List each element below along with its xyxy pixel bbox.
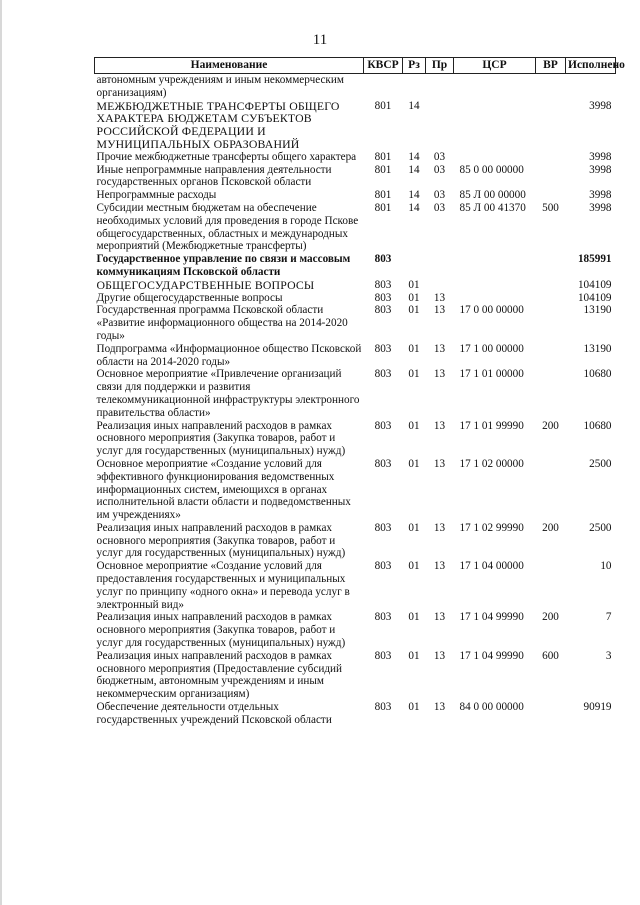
- header-kvsr: КВСР: [364, 58, 403, 74]
- row-pr: [426, 100, 454, 151]
- row-rz: 01: [408, 291, 420, 304]
- row-vr: [536, 164, 566, 190]
- table-row: [95, 611, 616, 649]
- row-rz: [403, 74, 426, 100]
- row-kvsr: 803: [374, 253, 392, 266]
- row-csr: 17 1 04 99990: [459, 611, 524, 624]
- row-vr: [536, 458, 566, 522]
- row-rz: 01: [408, 368, 420, 381]
- row-sum: 2500: [589, 457, 612, 470]
- table-row: [95, 100, 616, 151]
- table-row: [95, 292, 616, 305]
- row-name: Прочие межбюджетные трансферты общего характера: [96, 150, 357, 163]
- row-kvsr: 801: [374, 99, 392, 112]
- row-sum: [566, 74, 616, 100]
- row-sum: 10680: [583, 368, 612, 381]
- row-name: Другие общегосударственные вопросы: [96, 291, 283, 304]
- row-csr: 17 1 02 99990: [459, 521, 524, 534]
- row-csr: 85 0 00 00000: [459, 163, 524, 176]
- header-csr: ЦСР: [454, 58, 536, 74]
- row-csr: [454, 279, 536, 292]
- row-kvsr: 803: [374, 521, 392, 534]
- table-row: [95, 253, 616, 279]
- table-row: [95, 560, 616, 611]
- row-kvsr: 801: [374, 150, 392, 163]
- table-row: [95, 279, 616, 292]
- row-kvsr: 803: [374, 291, 392, 304]
- row-rz: 14: [408, 201, 420, 214]
- row-vr: [536, 151, 566, 164]
- row-csr: 17 1 02 00000: [459, 457, 524, 470]
- budget-table: [94, 57, 625, 727]
- row-sum: 3998: [589, 163, 612, 176]
- row-name: Основное мероприятие «Привлечение организаций связи для поддержки и развития телекоммуникационной инфраструктуры электронного правительства области»: [96, 368, 360, 419]
- row-pr: 13: [433, 611, 446, 624]
- row-vr: [536, 292, 566, 305]
- row-name: Государственное управление по связи и массовым коммуникациям Псковской области: [96, 253, 351, 278]
- row-kvsr: 803: [374, 611, 392, 624]
- row-rz: 14: [408, 163, 420, 176]
- row-rz: 01: [408, 611, 420, 624]
- row-vr: 600: [542, 649, 559, 662]
- row-vr: 200: [542, 521, 559, 534]
- table-row: [95, 189, 616, 202]
- row-vr: [536, 279, 566, 292]
- row-vr: [536, 253, 566, 279]
- row-vr: 200: [542, 419, 559, 432]
- row-vr: 500: [542, 201, 559, 214]
- row-pr: 03: [433, 201, 446, 214]
- row-sum: 3998: [589, 150, 612, 163]
- row-pr: [426, 74, 454, 100]
- row-pr: 03: [433, 163, 446, 176]
- row-name: Субсидии местным бюджетам на обеспечение необходимых условий для проведения в городе Пскове общегосударственных, областных и международных мероприятий (Межбюджетные трансферты): [96, 201, 359, 253]
- table-row: [95, 202, 616, 253]
- row-kvsr: [364, 74, 403, 100]
- row-kvsr: 803: [374, 304, 392, 317]
- row-csr: 84 0 00 00000: [459, 701, 524, 714]
- row-sum: 185991: [577, 253, 612, 266]
- row-kvsr: 803: [374, 278, 392, 291]
- row-kvsr: 803: [374, 701, 392, 714]
- row-kvsr: 803: [374, 457, 392, 470]
- table-row: [95, 343, 616, 369]
- row-vr: [536, 189, 566, 202]
- row-csr: 17 0 00 00000: [459, 304, 524, 317]
- row-csr: 17 1 01 00000: [459, 368, 524, 381]
- table-row: [95, 650, 616, 701]
- row-kvsr: 801: [374, 163, 392, 176]
- header-pr: Пр: [426, 58, 454, 74]
- row-pr: 13: [433, 419, 446, 432]
- row-kvsr: 803: [374, 368, 392, 381]
- row-csr: 85 Л 00 00000: [459, 189, 526, 202]
- row-pr: 13: [433, 368, 446, 381]
- row-name: Государственная программа Псковской области «Развитие информационного общества на 2014-2020 годы»: [96, 304, 348, 342]
- row-pr: 13: [433, 291, 446, 304]
- row-sum: 10: [600, 560, 612, 573]
- row-rz: 14: [408, 99, 420, 112]
- table-row: [95, 458, 616, 522]
- row-csr: [454, 100, 536, 151]
- row-pr: 13: [433, 457, 446, 470]
- table-row: [95, 304, 616, 342]
- row-kvsr: 803: [374, 560, 392, 573]
- page-number: 11: [312, 32, 328, 48]
- row-sum: 104109: [577, 291, 612, 304]
- table-header-row: [95, 58, 616, 74]
- row-kvsr: 803: [374, 342, 392, 355]
- table-row: [95, 368, 616, 419]
- row-csr: [454, 253, 536, 279]
- row-sum: 2500: [589, 521, 612, 534]
- row-pr: [426, 253, 454, 279]
- row-sum: 104109: [577, 278, 612, 291]
- row-pr: 13: [433, 649, 446, 662]
- table-row: [95, 701, 616, 727]
- row-sum: 7: [605, 611, 612, 624]
- table-row: [95, 420, 616, 458]
- row-pr: 13: [433, 521, 446, 534]
- row-rz: 01: [408, 701, 420, 714]
- row-sum: 3: [605, 649, 612, 662]
- row-sum: 3998: [589, 99, 612, 112]
- row-name: Основное мероприятие «Создание условий для предоставления государственных и муниципальных услуг по принципу «одного окна» и перевода услуг в электронный вид»: [96, 560, 350, 611]
- row-csr: 17 1 04 99990: [459, 649, 524, 662]
- row-name: Реализация иных направлений расходов в рамках основного мероприятия (Закупка товаров, работ и услуг для государственных (муниципальных) нужд): [96, 611, 346, 650]
- row-pr: [426, 279, 454, 292]
- row-rz: 01: [408, 457, 420, 470]
- table-row: [95, 164, 616, 190]
- table-row: [95, 74, 616, 100]
- row-rz: [403, 253, 426, 279]
- row-name: Основное мероприятие «Создание условий для эффективного функционирования ведомственных информационных систем, имеющихся в органах исполнительной власти области и подведомственных им учреждениях»: [96, 457, 351, 522]
- row-pr: 03: [433, 189, 446, 202]
- row-csr: [454, 74, 536, 100]
- header-name: Наименование: [95, 58, 364, 74]
- row-name: МЕЖБЮДЖЕТНЫЕ ТРАНСФЕРТЫ ОБЩЕГО ХАРАКТЕРА БЮДЖЕТАМ СУБЪЕКТОВ РОССИЙСКОЙ ФЕДЕРАЦИИ И МУНИЦИПАЛЬНЫХ ОБРАЗОВАНИЙ: [96, 98, 340, 151]
- row-name: Подпрограмма «Информационное общество Псковской области на 2014-2020 годы»: [96, 342, 362, 368]
- row-name: автономным учреждениям и иным некоммерческим организациям): [96, 74, 344, 99]
- row-rz: 14: [408, 189, 420, 202]
- row-csr: 17 1 01 99990: [459, 419, 524, 432]
- row-name: Реализация иных направлений расходов в рамках основного мероприятия (Закупка товаров, работ и услуг для государственных (муниципальных) нужд): [96, 419, 346, 458]
- row-rz: 01: [408, 342, 420, 355]
- row-name: Обеспечение деятельности отдельных государственных учреждений Псковской области: [96, 701, 332, 726]
- header-vr: ВР: [536, 58, 566, 74]
- row-sum: 90919: [583, 701, 612, 714]
- row-vr: [536, 304, 566, 342]
- row-pr: 13: [433, 560, 446, 573]
- row-rz: 01: [408, 278, 420, 291]
- row-name: ОБЩЕГОСУДАРСТВЕННЫЕ ВОПРОСЫ: [96, 277, 315, 292]
- row-vr: [536, 100, 566, 151]
- row-sum: 3998: [589, 201, 612, 214]
- table-row: [95, 151, 616, 164]
- row-vr: [536, 74, 566, 100]
- row-sum: 3998: [589, 189, 612, 202]
- row-pr: 13: [433, 304, 446, 317]
- row-rz: 14: [408, 150, 420, 163]
- row-rz: 01: [408, 304, 420, 317]
- row-rz: 01: [408, 560, 420, 573]
- table-row: [95, 522, 616, 560]
- row-sum: 13190: [583, 342, 612, 355]
- row-vr: [536, 560, 566, 611]
- row-vr: 200: [542, 611, 559, 624]
- row-csr: [454, 292, 536, 305]
- row-vr: [536, 701, 566, 727]
- row-vr: [536, 343, 566, 369]
- row-kvsr: 803: [374, 649, 392, 662]
- row-kvsr: 801: [374, 189, 392, 202]
- row-sum: 13190: [583, 304, 612, 317]
- row-rz: 01: [408, 419, 420, 432]
- row-pr: 13: [433, 342, 446, 355]
- row-kvsr: 801: [374, 201, 392, 214]
- row-pr: 13: [433, 701, 446, 714]
- row-csr: 17 1 00 00000: [459, 342, 524, 355]
- header-sum: Исполнено: [566, 58, 616, 74]
- row-sum: 10680: [583, 419, 612, 432]
- header-rz: Рз: [403, 58, 426, 74]
- row-vr: [536, 368, 566, 419]
- row-rz: 01: [408, 521, 420, 534]
- row-pr: 03: [433, 150, 446, 163]
- row-kvsr: 803: [374, 419, 392, 432]
- row-name: Реализация иных направлений расходов в рамках основного мероприятия (Предоставление субсидий бюджетным, автономным учреждениям и иным некоммерческим организациям): [96, 649, 342, 701]
- row-csr: 17 1 04 00000: [459, 560, 524, 573]
- row-rz: 01: [408, 649, 420, 662]
- row-name: Иные непрограммные направления деятельности государственных органов Псковской области: [96, 163, 332, 189]
- table-body: [95, 74, 616, 727]
- row-name: Реализация иных направлений расходов в рамках основного мероприятия (Закупка товаров, работ и услуг для государственных (муниципальных) нужд): [96, 521, 346, 560]
- row-name: Непрограммные расходы: [96, 189, 217, 202]
- row-csr: 85 Л 00 41370: [459, 201, 526, 214]
- row-csr: [454, 151, 536, 164]
